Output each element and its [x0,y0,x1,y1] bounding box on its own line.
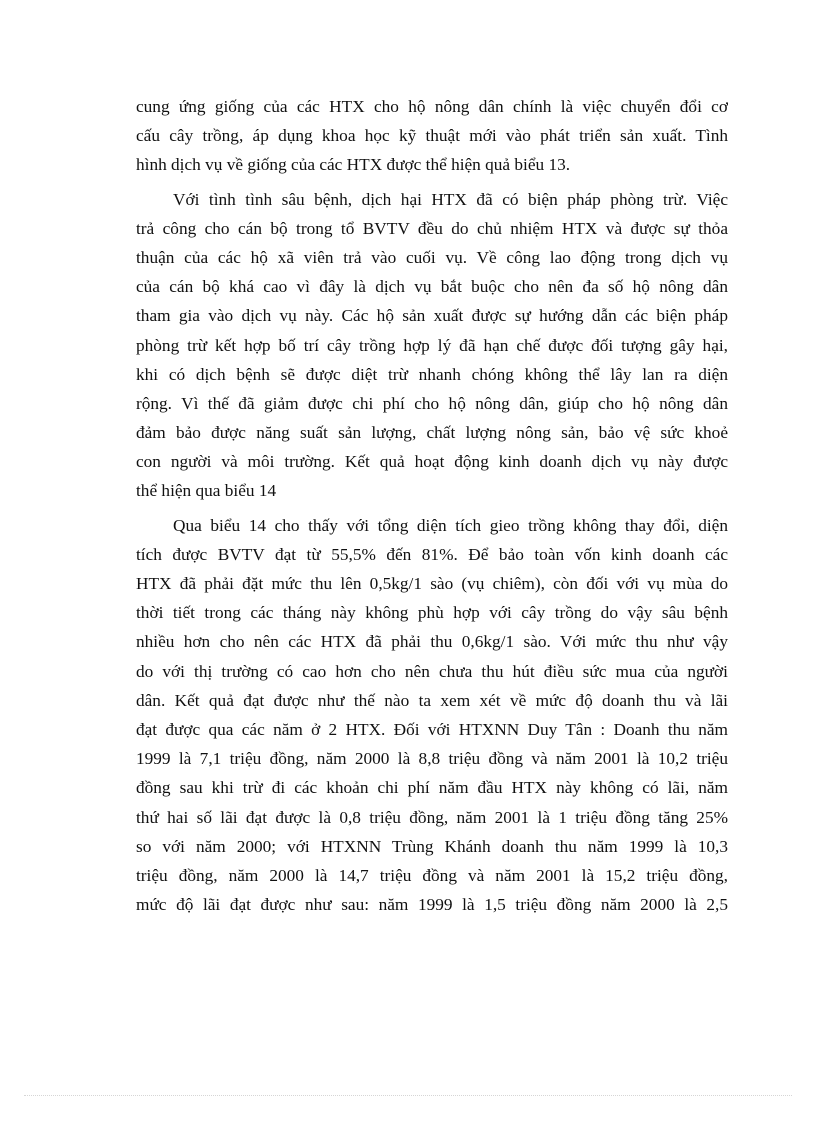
paragraph [136,185,728,506]
text-line: trả công cho cán bộ trong tổ BVTV đều do chủ nhiệm HTX và được sự thỏa [136,218,728,238]
text-line: thể hiện qua biểu 14 [136,481,277,501]
text-line: thứ hai số lãi đạt được là 0,8 triệu đồng, năm 2001 là 1 triệu đồng tăng 25% [136,807,728,827]
text-line: của cán bộ khá cao vì đây là dịch vụ bắt buộc cho nên đa số hộ nông dân [136,277,728,297]
text-line: thời tiết trong các tháng này không phù hợp với cây trồng do vậy sâu bệnh [136,603,728,623]
text-line: thuận của các hộ xã viên trả vào cuối vụ. Về công lao động trong dịch vụ [136,247,728,267]
text-line: phòng trừ kết hợp bố trí cây trồng hợp lý đã hạn chế được đối tượng gây hại, [136,335,728,355]
text-line: cung ứng giống của các HTX cho hộ nông dân chính là việc chuyển đổi cơ [136,97,728,116]
paragraph [136,511,728,920]
text-line: mức độ lãi đạt được như sau: năm 1999 là 1,5 triệu đồng năm 2000 là 2,5 [136,895,728,915]
text-line: Qua biểu 14 cho thấy với tổng diện tích gieo trồng không thay đổi, diện [173,515,728,535]
text-line: con người và môi trường. Kết quả hoạt động kinh doanh dịch vụ này được [136,452,728,472]
text-line: đạt được qua các năm ở 2 HTX. Đối với HTXNN Duy Tân : Doanh thu năm [136,719,728,739]
text-line: nhiều hơn cho nên các HTX đã phải thu 0,6kg/1 sào. Với mức thu như vậy [136,632,728,652]
document-body [136,92,728,919]
text-line: Với tình tình sâu bệnh, dịch hại HTX đã có biện pháp phòng trừ. Việc [173,189,728,209]
text-line: HTX đã phải đặt mức thu lên 0,5kg/1 sào (vụ chiêm), còn đối với vụ mùa do [136,574,728,593]
text-line: rộng. Vì thế đã giảm được chi phí cho hộ nông dân, giúp cho hộ nông dân [136,393,728,413]
text-line: 1999 là 7,1 triệu đồng, năm 2000 là 8,8 triệu đồng và năm 2001 là 10,2 triệu [136,749,728,769]
text-line: tích được BVTV đạt từ 55,5% đến 81%. Để bảo toàn vốn kinh doanh các [136,544,728,564]
text-line: tham gia vào dịch vụ này. Các hộ sản xuất được sự hướng dẫn các biện pháp [136,306,728,326]
text-line: đảm bảo được năng suất sản lượng, chất lượng nông sản, bảo vệ sức khoẻ [136,423,728,443]
text-line: đồng sau khi trừ đi các khoản chi phí năm đầu HTX này không có lãi, năm [136,778,728,798]
page-bottom-divider [24,1095,792,1096]
text-line: triệu đồng, năm 2000 là 14,7 triệu đồng và năm 2001 là 15,2 triệu đồng, [136,865,728,885]
text-line: cấu cây trồng, áp dụng khoa học kỹ thuật mới vào phát triển sản xuất. Tình [136,126,728,146]
text-line: do với thị trường có cao hơn cho nên chưa thu hút điều sức mua của người [136,661,728,681]
text-line: dân. Kết quả đạt được như thế nào ta xem xét về mức độ doanh thu và lãi [136,690,728,710]
text-line: hình dịch vụ về giống của các HTX được thể hiện quả biểu 13. [136,155,571,175]
text-line: so với năm 2000; với HTXNN Trùng Khánh doanh thu năm 1999 là 10,3 [136,836,728,856]
text-line: khi có dịch bệnh sẽ được diệt trừ nhanh chóng không thể lây lan ra diện [136,364,728,384]
paragraph [136,92,728,180]
